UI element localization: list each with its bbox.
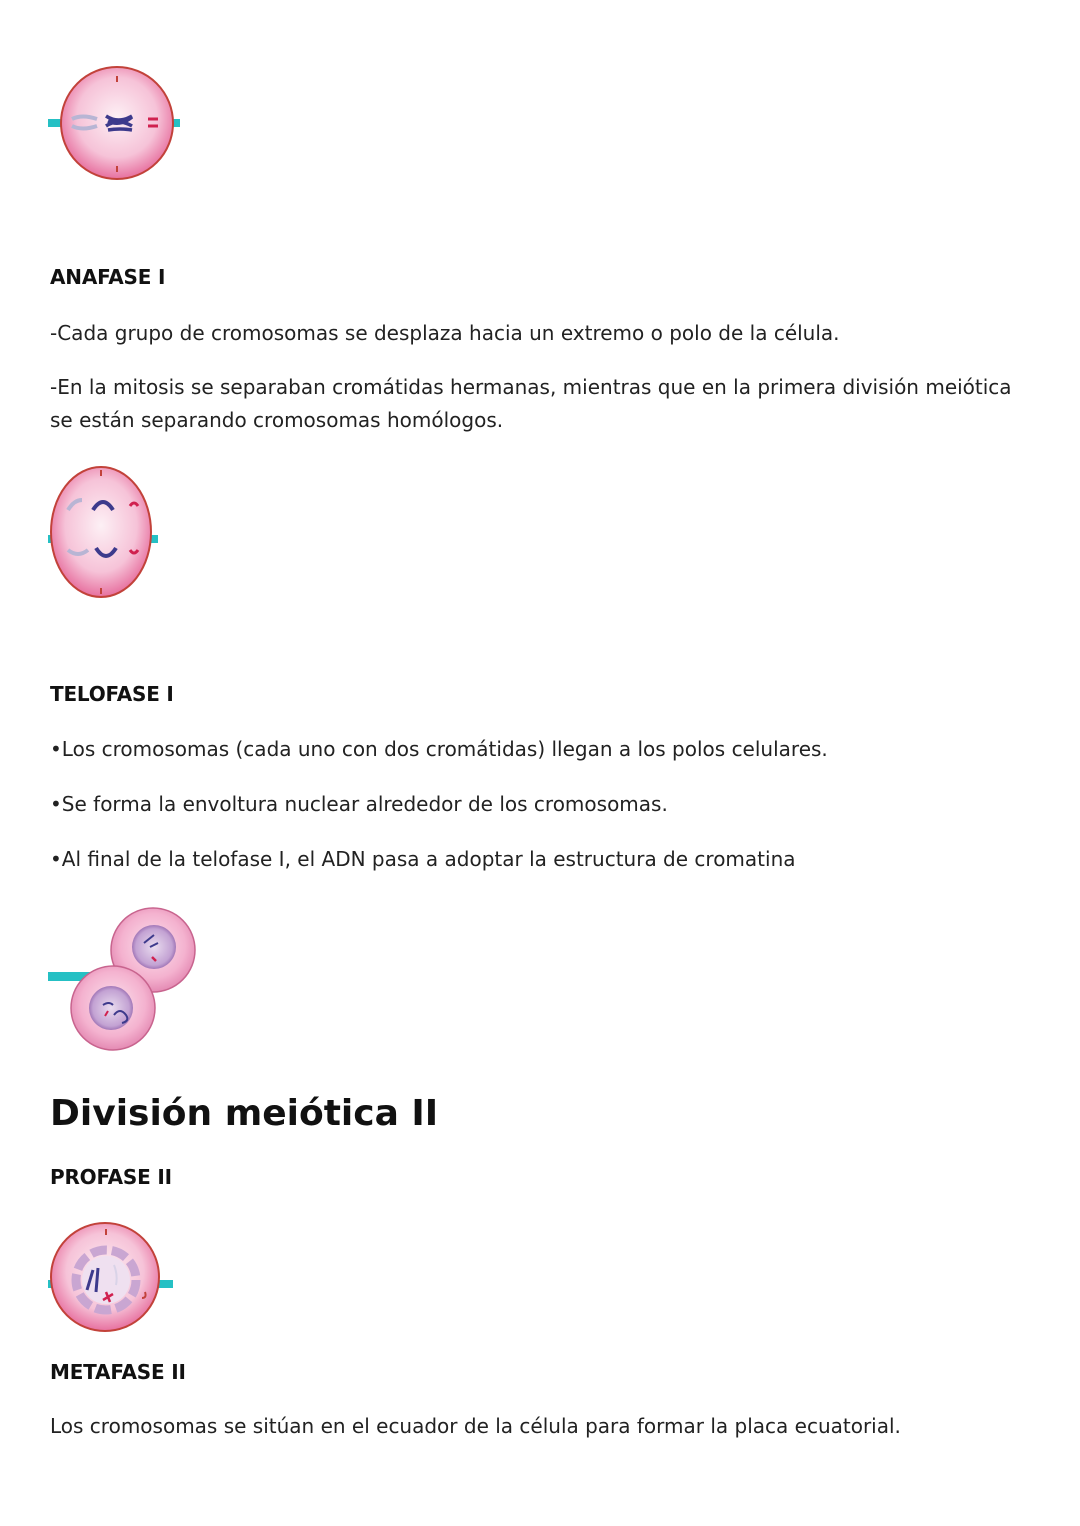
- telofase-i-paragraph-3: •Al final de la telofase I, el ADN pasa a adoptar la estructura de cromatina: [50, 847, 796, 871]
- telofase-i-paragraph-2: •Se forma la envoltura nuclear alrededor de los cromosomas.: [50, 792, 668, 816]
- telofase-i-heading: TELOFASE I: [50, 682, 174, 706]
- prophase-ii-cell-icon: [48, 1220, 176, 1335]
- metafase-ii-paragraph-1: Los cromosomas se sitúan en el ecuador de la célula para formar la placa ecuatorial.: [50, 1414, 901, 1438]
- anafase-i-paragraph-2: -En la mitosis se separaban cromátidas hermanas, mientras que en la primera división meiótica se están separando cromosomas homólogos.: [50, 375, 1012, 432]
- metaphase-i-cell-icon: [48, 64, 183, 184]
- profase-ii-heading: PROFASE II: [50, 1165, 172, 1189]
- metafase-ii-heading: METAFASE II: [50, 1360, 186, 1384]
- anaphase-i-cell-icon: [48, 462, 160, 602]
- telofase-i-paragraph-1: •Los cromosomas (cada uno con dos cromátidas) llegan a los polos celulares.: [50, 737, 828, 761]
- division-meiotica-ii-title: División meiótica II: [50, 1093, 439, 1134]
- anafase-i-paragraph-1: -Cada grupo de cromosomas se desplaza hacia un extremo o polo de la célula.: [50, 321, 840, 345]
- telophase-i-cell-icon: [48, 905, 203, 1055]
- anafase-i-heading: ANAFASE I: [50, 265, 166, 289]
